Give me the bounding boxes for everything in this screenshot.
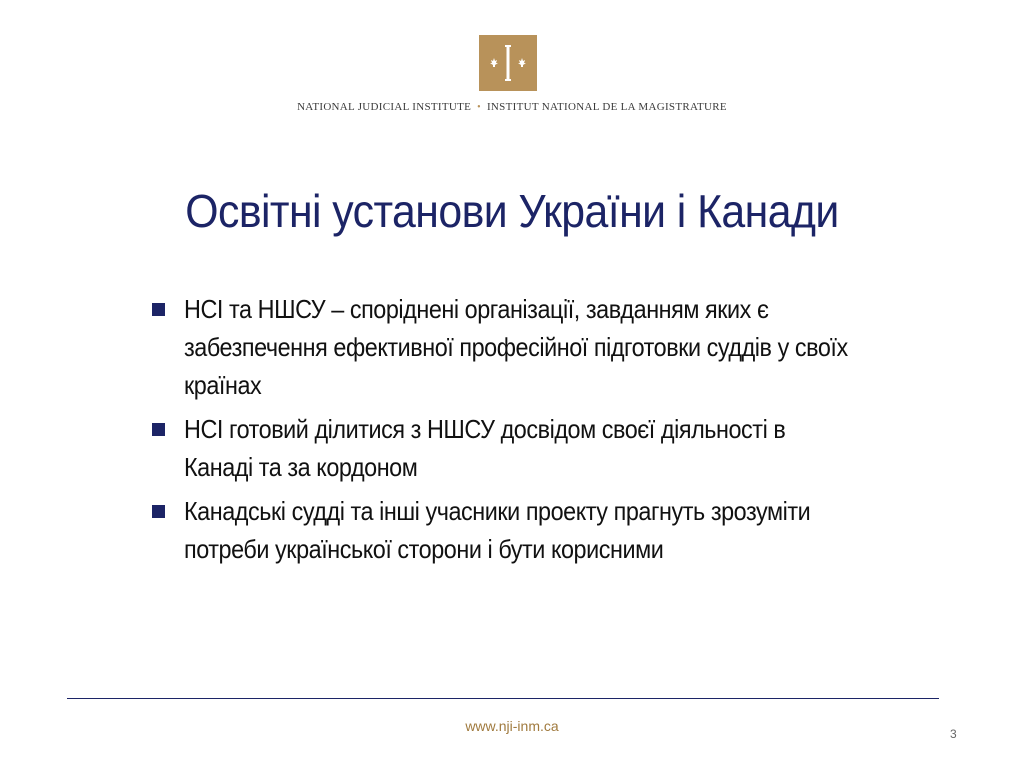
slide-title: Освітні установи України і Канади [185,185,839,237]
square-bullet-icon [152,303,165,316]
organization-name-french: INSTITUT NATIONAL DE LA MAGISTRATURE [486,101,727,113]
nji-logo [479,35,537,91]
page-number: 3 [950,727,957,741]
bullet-item [150,410,870,486]
organization-names [0,101,1024,113]
footer-website-link[interactable]: www.nji-inm.ca [465,718,559,734]
organization-name-english: NATIONAL JUDICIAL INSTITUTE [297,101,472,113]
bullet-text: НСІ та НШСУ – споріднені організації, завданням яких є забезпечення ефективної професійної підготовки суддів у своїх країнах [184,294,848,400]
bullet-list [150,290,870,574]
nji-logo-icon [479,35,537,91]
footer-divider [67,698,939,699]
square-bullet-icon [152,423,165,436]
organization-separator: • [477,102,481,113]
square-bullet-icon [152,505,165,518]
bullet-text: Канадські судді та інші учасники проекту прагнуть зрозуміти потреби української сторони і бути корисними [184,496,811,564]
bullet-text: НСІ готовий ділитися з НШСУ досвідом своєї діяльності в Канаді та за кордоном [184,414,786,482]
bullet-item [150,492,870,568]
bullet-item [150,290,870,404]
